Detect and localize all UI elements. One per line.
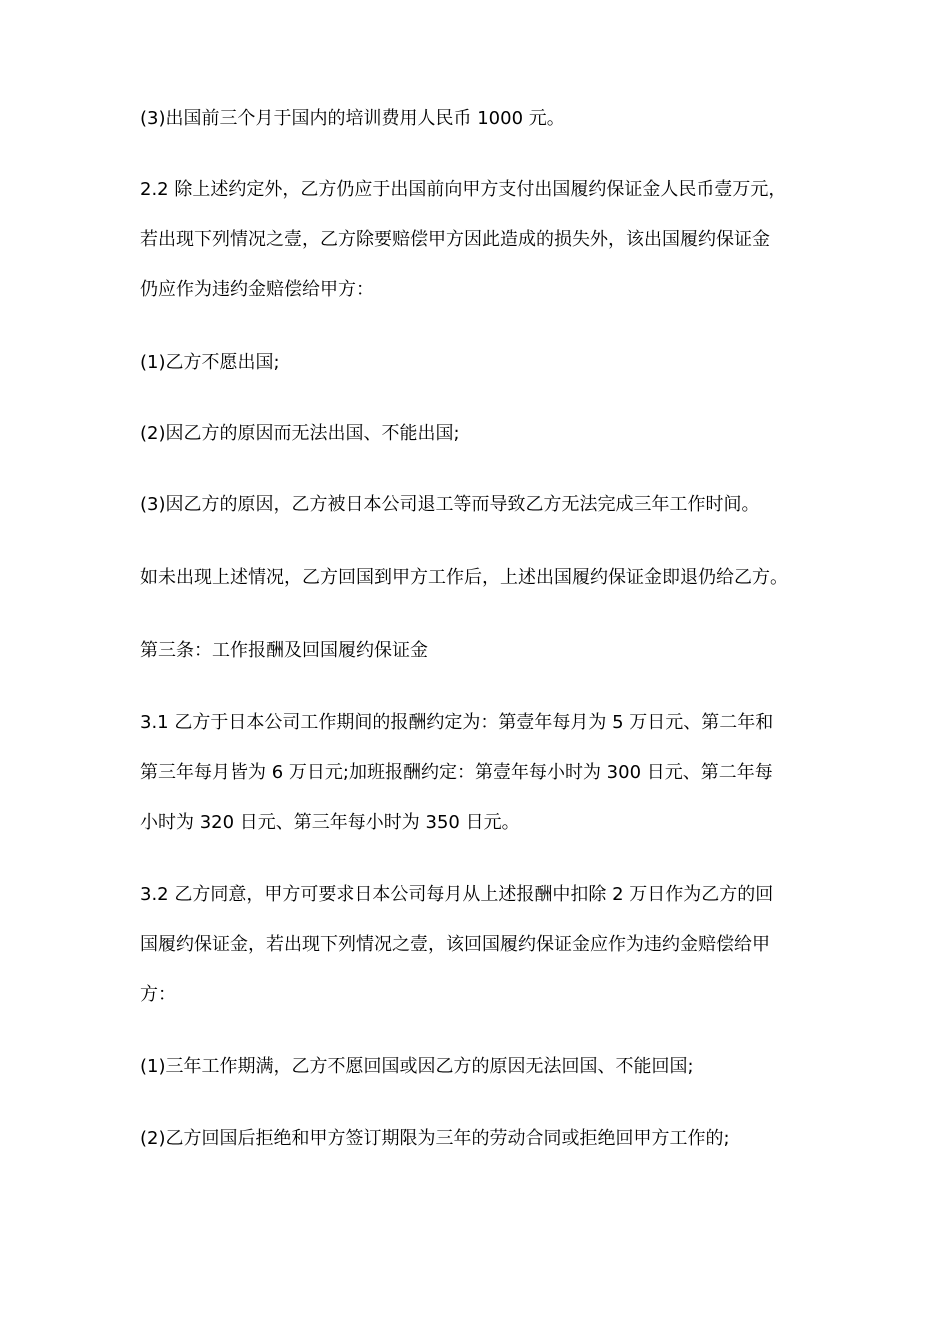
paragraph-item-2 [140,409,830,459]
text-line: 第三条：工作报酬及回国履约保证金 [140,640,428,661]
text-line: 国履约保证金，若出现下列情况之壹，该回国履约保证金应作为违约金赔偿给甲 [140,934,770,955]
paragraph-clause-2-2 [140,165,830,315]
text-line: 3.2 乙方同意，甲方可要求日本公司每月从上述报酬中扣除 2 万日作为乙方的回 [140,884,774,905]
text-line: (1)乙方不愿出国; [140,352,280,373]
text-line: 2.2 除上述约定外，乙方仍应于出国前向甲方支付出国履约保证金人民币壹万元， [140,179,787,200]
paragraph-training-fee [140,94,830,144]
paragraph-item-1 [140,338,830,388]
text-line: 小时为 320 日元、第三年每小时为 350 日元。 [140,812,520,833]
text-line: (2)乙方回国后拒绝和甲方签订期限为三年的劳动合同或拒绝回甲方工作的; [140,1128,730,1149]
paragraph-clause-3-2 [140,870,830,1020]
paragraph-return-item-2 [140,1114,830,1164]
section-heading-article-3 [140,626,830,676]
text-line: (2)因乙方的原因而无法出国、不能出国; [140,423,460,444]
text-line: 第三年每月皆为 6 万日元;加班报酬约定：第壹年每小时为 300 日元、第二年每 [140,762,773,783]
paragraph-item-3 [140,480,830,530]
text-line: 如未出现上述情况，乙方回国到甲方工作后，上述出国履约保证金即退仍给乙方。 [140,567,788,588]
paragraph-refund-condition [140,553,830,603]
text-line: 若出现下列情况之壹，乙方除要赔偿甲方因此造成的损失外，该出国履约保证金 [140,229,770,250]
paragraph-clause-3-1 [140,698,830,848]
text-line: (3)因乙方的原因，乙方被日本公司退工等而导致乙方无法完成三年工作时间。 [140,494,760,515]
text-line: (3)出国前三个月于国内的培训费用人民币 1000 元。 [140,108,565,129]
text-line: 方： [140,984,176,1005]
text-line: 3.1 乙方于日本公司工作期间的报酬约定为：第壹年每月为 5 万日元、第二年和 [140,712,774,733]
text-line: 仍应作为违约金赔偿给甲方： [140,279,374,300]
paragraph-return-item-1 [140,1042,830,1092]
text-line: (1)三年工作期满，乙方不愿回国或因乙方的原因无法回国、不能回国; [140,1056,694,1077]
